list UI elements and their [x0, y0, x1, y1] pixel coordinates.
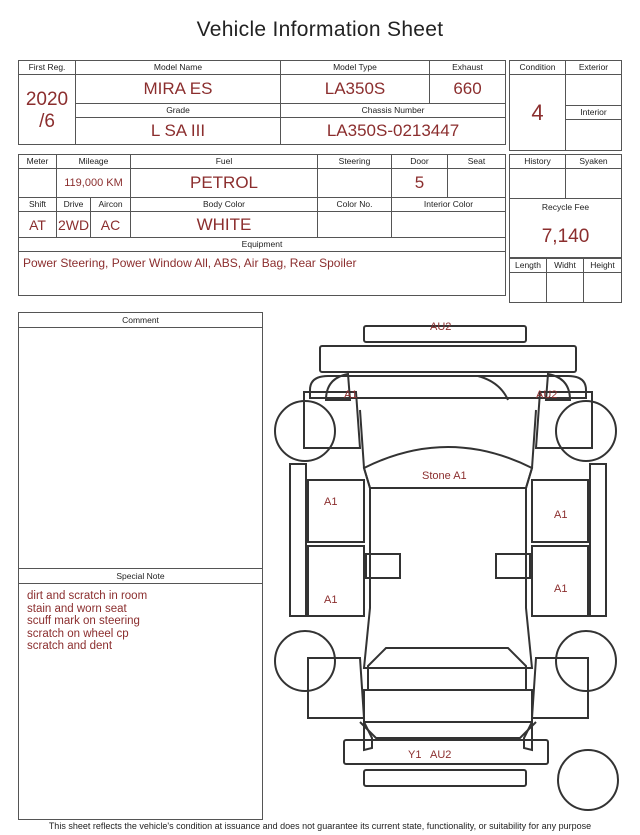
equipment-text: Power Steering, Power Window All, ABS, Air Bag, Rear Spoiler: [23, 256, 357, 270]
aircon-label: Aircon: [91, 198, 131, 212]
seat-label: Seat: [448, 155, 506, 169]
door-label: Door: [392, 155, 448, 169]
hood-curve: [478, 376, 508, 400]
condition-table: [509, 60, 622, 151]
spare-wheel: [558, 750, 618, 810]
recycle-fee-value: 7,140: [541, 226, 590, 247]
special-note-label: Special Note: [19, 569, 262, 584]
condition-value: 4: [510, 75, 566, 151]
equipment-label: Equipment: [19, 238, 506, 252]
front-grille-shape: [320, 346, 576, 372]
body-shape: [360, 410, 536, 668]
left-front-door: [308, 480, 364, 542]
vehicle-spec-table: [18, 154, 506, 296]
damage-mark-front-bumper: AU2: [430, 321, 452, 333]
exhaust-label: Exhaust: [430, 61, 506, 75]
front-right-wheel: [556, 401, 616, 461]
car-outline: [275, 326, 618, 810]
mileage-value: 119,000 KM: [57, 169, 131, 198]
drive-value: 2WD: [57, 212, 91, 238]
rear-left-wheel: [275, 631, 335, 691]
body-color-value: WHITE: [131, 212, 318, 238]
interior-color-label: Interior Color: [392, 198, 506, 212]
length-value: [510, 273, 547, 303]
special-note-item: dirt and scratch in room: [27, 590, 148, 602]
meter-value: [19, 169, 57, 198]
model-name-label: Model Name: [76, 61, 281, 75]
special-note-item: scratch on wheel cp: [27, 627, 129, 640]
comment-label: Comment: [19, 313, 262, 328]
shift-label: Shift: [19, 198, 57, 212]
steering-label: Steering: [318, 155, 392, 169]
syaken-label: Syaken: [566, 155, 622, 169]
history-table: [509, 154, 622, 199]
damage-mark-right-front-door: A1: [554, 509, 568, 521]
interior-label: Interior: [566, 106, 622, 120]
width-value: [547, 273, 584, 303]
rear-right-wheel: [556, 631, 616, 691]
grade-label: Grade: [76, 104, 281, 118]
seat-value: [448, 169, 506, 198]
drive-label: Drive: [57, 198, 91, 212]
exterior-value: [566, 75, 622, 106]
damage-mark-front-right: AU2: [536, 389, 558, 401]
disclaimer-footer: This sheet reflects the vehicle's condition at issuance and does not guarantee its current state, functionality, or suitability for any purpose: [48, 821, 592, 831]
first-reg-month: /6: [39, 111, 55, 132]
condition-label: Condition: [510, 61, 566, 75]
model-type-value: LA350S: [281, 75, 430, 104]
steering-value: [318, 169, 392, 198]
width-label: Widht: [547, 259, 584, 273]
grade-value: L SA III: [76, 118, 281, 145]
chassis-number-value: LA350S-0213447: [281, 118, 506, 145]
first-reg-label: First Reg.: [19, 61, 75, 75]
left-mirror-block: [366, 554, 400, 578]
first-reg-cell: [19, 61, 76, 145]
color-no-value: [318, 212, 392, 238]
shift-value: AT: [19, 212, 57, 238]
vehicle-main-table: [18, 60, 506, 145]
damage-mark-right-rear-door: A1: [554, 583, 568, 595]
special-note-item: stain and worn seat: [27, 602, 127, 615]
damage-mark-windshield: Stone A1: [422, 470, 467, 482]
special-note-item: scratch and dent: [27, 640, 113, 652]
damage-mark-front-left: A1: [344, 389, 358, 401]
model-name-value: MIRA ES: [76, 75, 281, 104]
syaken-value: [566, 169, 622, 199]
model-type-label: Model Type: [281, 61, 430, 75]
dimensions-table: [509, 258, 622, 303]
length-label: Length: [510, 259, 547, 273]
right-sill: [590, 464, 606, 616]
damage-mark-left-rear-door: A1: [324, 594, 338, 606]
car-damage-diagram: [268, 318, 628, 818]
mileage-label: Mileage: [57, 155, 131, 169]
color-no-label: Color No.: [318, 198, 392, 212]
rear-right-light: [524, 722, 532, 750]
interior-value: [566, 120, 622, 151]
damage-mark-rear-left: Y1: [408, 749, 422, 761]
special-note-list: [19, 584, 262, 659]
comment-panel: [18, 312, 263, 820]
recycle-fee-label: Recycle Fee: [541, 202, 590, 212]
rear-left-light: [364, 722, 372, 750]
exterior-label: Exterior: [566, 61, 622, 75]
fuel-value: PETROL: [131, 169, 318, 198]
equipment-value: [19, 252, 506, 296]
rear-step-shape: [364, 770, 526, 786]
comment-area: [19, 328, 262, 569]
height-label: Height: [584, 259, 622, 273]
history-value: [510, 169, 566, 199]
left-sill: [290, 464, 306, 616]
door-value: 5: [392, 169, 448, 198]
chassis-number-label: Chassis Number: [281, 104, 506, 118]
interior-color-value: [392, 212, 506, 238]
hatch-shape: [364, 690, 532, 722]
rear-panel: [360, 722, 536, 738]
exhaust-value: 660: [430, 75, 506, 104]
history-label: History: [510, 155, 566, 169]
rear-right-fender: [532, 658, 588, 718]
body-color-label: Body Color: [131, 198, 318, 212]
recycle-fee-box: [509, 199, 622, 258]
damage-mark-left-front-door: A1: [324, 496, 338, 508]
damage-mark-rear-right: AU2: [430, 749, 452, 761]
height-value: [584, 273, 622, 303]
fuel-label: Fuel: [131, 155, 318, 169]
special-note-item: scuff mark on steering: [27, 615, 140, 627]
meter-label: Meter: [19, 155, 57, 169]
aircon-value: AC: [91, 212, 131, 238]
right-rear-door: [532, 546, 588, 616]
first-reg-year: 2020: [25, 89, 69, 110]
right-mirror-block: [496, 554, 530, 578]
page-title: Vehicle Information Sheet: [196, 18, 444, 41]
